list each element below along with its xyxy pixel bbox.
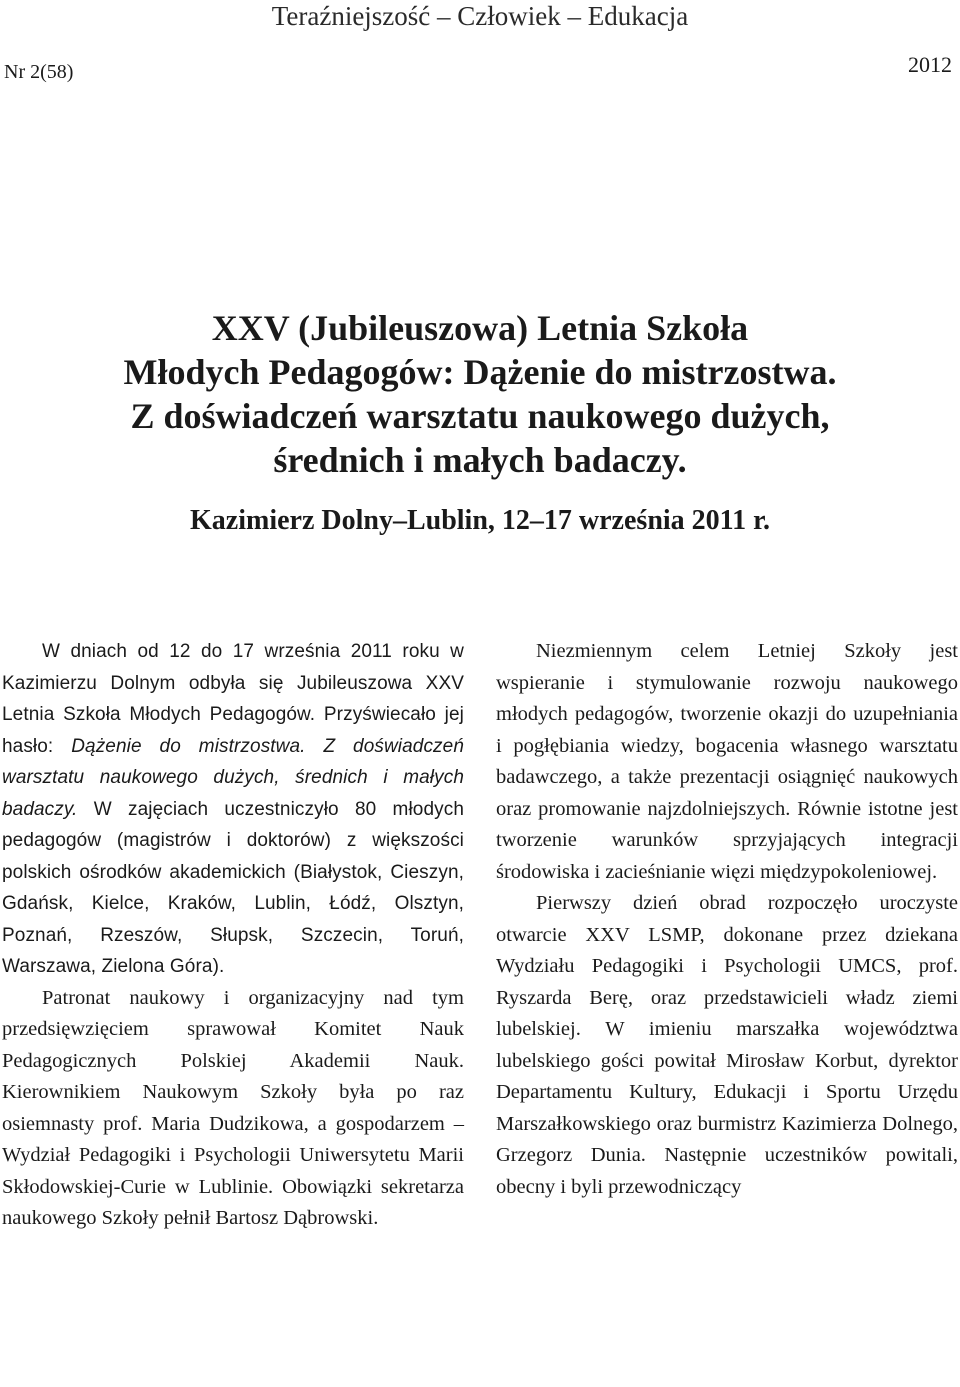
issue-year: 2012 bbox=[908, 52, 952, 77]
paragraph: Niezmiennym celem Letniej Szkoły jest wspieranie i stymulowanie rozwoju naukowego młodych pedagogów, tworzenie okazji do uzupełniania i pogłębiania wiedzy, bogacenia własnego warsztatu badawczego, a także prezentacji osiągnięć naukowych oraz promowanie najzdolniejszych. Równie istotne jest tworzenie warunków sprzyjających integracji środowiska i zacieśnianie więzi międzypokoleniowej. bbox=[496, 640, 958, 883]
paragraph-intro: W dniach od 12 do 17 września 2011 roku w Kazimierzu Dolnym odbyła się Jubileuszowa XXV Letnia Szkoła Młodych Pedagogów. Przyświecało jej hasło: bbox=[2, 641, 464, 757]
paragraph bbox=[2, 636, 464, 983]
article-title-line: Z doświadczeń warsztatu naukowego dużych, bbox=[130, 396, 830, 436]
paragraph: Patronat naukowy i organizacyjny nad tym przedsięwzięciem sprawował Komitet Nauk Pedagogicznych Polskiej Akademii Nauk. Kierownikiem Naukowym Szkoły była po raz osiemnasty prof. Maria Dudzikowa, a gospodarzem – Wydział Pedagogiki i Psychologii Uniwersytetu Marii Skłodowskiej-Curie w Lublinie. Obowiązki sekretarza naukowego Szkoły pełnił Bartosz Dąbrowski. bbox=[2, 986, 464, 1229]
article-title-line: średnich i małych badaczy. bbox=[273, 440, 687, 480]
paragraph-continuation: W zajęciach uczestniczyło 80 młodych pedagogów (magistrów i doktorów) z większości polskich ośrodków akademickich (Białystok, Cieszyn, Gdańsk, Kielce, Kraków, Lublin, Łódź, Olsztyn, Poznań, Rzeszów, Słupsk, Szczecin, Toruń, Warszawa, Zielona Góra). bbox=[2, 798, 464, 977]
motto-text: Dążenie do mistrzostwa. Z doświadczeń warsztatu naukowego dużych, średnich i małych badaczy. bbox=[2, 735, 464, 820]
journal-title: Teraźniejszość – Człowiek – Edukacja bbox=[271, 1, 689, 31]
paragraph: Pierwszy dzień obrad rozpoczęło uroczyste otwarcie XXV LSMP, dokonane przez dziekana Wydziału Pedagogiki i Psychologii UMCS, prof. Ryszarda Berę, oraz przedstawicieli władz ziemi lubelskiej. W imieniu marszałka województwa lubelskiego gości powitał Mirosław Korbut, dyrektor Departamentu Kultury, Edukacji i Sportu Urzędu Marszałkowskiego oraz burmistrz Kazimierza Dolnego, Grzegorz Dunia. Następnie uczestników powitali, obecny i byli przewodniczący bbox=[496, 892, 958, 1198]
right-column bbox=[496, 636, 958, 1203]
article-title-line: XXV (Jubileuszowa) Letnia Szkoła bbox=[211, 308, 749, 348]
article-title bbox=[40, 306, 920, 482]
article-title-line: Młodych Pedagogów: Dążenie do mistrzostwa. bbox=[123, 352, 837, 392]
issue-number: Nr 2(58) bbox=[4, 61, 74, 83]
event-place-date: Kazimierz Dolny–Lublin, 12–17 września 2011 r. bbox=[190, 505, 770, 536]
left-column bbox=[2, 636, 464, 1235]
